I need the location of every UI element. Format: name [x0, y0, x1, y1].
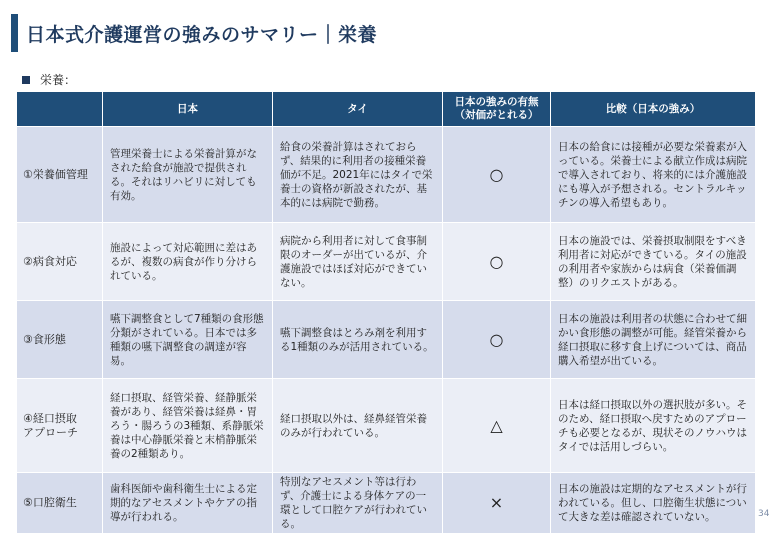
strength-mark: ×	[443, 473, 551, 534]
row-japan-cell: 経口摂取、経管栄養、経静脈栄養があり、経管栄養は経鼻・胃ろう・腸ろうの3種類、系静脈栄養は中心静脈栄養と末梢静脈栄養の2種類あり。	[103, 379, 273, 473]
column-header-comparison: 比較（日本の強み）	[551, 92, 756, 127]
row-thailand-cell: 特別なアセスメント等は行わず、介護士による身体ケアの一環として口腔ケアが行われている。	[273, 473, 443, 534]
table-row	[17, 223, 756, 301]
row-comparison-cell: 日本の施設では、栄養摂取制限をすべき利用者に対応ができている。タイの施設の利用者や家族からは病食（栄養価調整）のリクエストがある。	[551, 223, 756, 301]
row-comparison-cell: 日本の施設は利用者の状態に合わせて細かい食形態の調整が可能。経管栄養から経口摂取に移す食上げについては、商品購入希望が出ている。	[551, 301, 756, 379]
row-category: ③食形態	[17, 301, 103, 379]
page-title: 日本式介護運営の強みのサマリー｜栄養	[26, 24, 378, 46]
table-row	[17, 473, 756, 534]
strength-mark: ○	[443, 301, 551, 379]
subheading-label: 栄養：	[40, 73, 77, 87]
table-header-row	[17, 92, 756, 127]
column-header-strength: 日本の強みの有無 （対価がとれる）	[443, 92, 551, 127]
column-header-thailand: タイ	[273, 92, 443, 127]
row-thailand-cell: 嚥下調整食はとろみ剤を利用する1種類のみが活用されている。	[273, 301, 443, 379]
column-header-category	[17, 92, 103, 127]
row-thailand-cell: 経口摂取以外は、経鼻経管栄養のみが行われている。	[273, 379, 443, 473]
strength-mark: ○	[443, 223, 551, 301]
page-number: 34	[758, 509, 770, 519]
row-category: ④経口摂取 アプローチ	[17, 379, 103, 473]
summary-table	[16, 91, 756, 534]
row-category: ②病食対応	[17, 223, 103, 301]
title-accent-bar	[11, 14, 18, 52]
row-thailand-cell: 病院から利用者に対して食事制限のオーダーが出ているが、介護施設ではほぼ対応ができていない。	[273, 223, 443, 301]
row-japan-cell: 管理栄養士による栄養計算がなされた給食が施設で提供される。それはリハビリに対しても有効。	[103, 127, 273, 223]
row-comparison-cell: 日本の施設は定期的なアセスメントが行われている。但し、口腔衛生状態について大きな差は確認されていない。	[551, 473, 756, 534]
row-japan-cell: 歯科医師や歯科衛生士による定期的なアセスメントやケアの指導が行われる。	[103, 473, 273, 534]
table-row	[17, 301, 756, 379]
column-header-japan: 日本	[103, 92, 273, 127]
row-comparison-cell: 日本は経口摂取以外の選択肢が多い。そのため、経口摂取へ戻すためのアプローチも必要となるが、現状そのノウハウはタイでは活用しづらい。	[551, 379, 756, 473]
section-subheading	[22, 71, 76, 88]
row-comparison-cell: 日本の給食には接種が必要な栄養素が入っている。栄養士による献立作成は病院で導入されており、将来的には介護施設にも導入が予想される。セントラルキッチンの導入希望もあり。	[551, 127, 756, 223]
row-category: ⑤口腔衛生	[17, 473, 103, 534]
strength-mark: △	[443, 379, 551, 473]
row-category: ①栄養価管理	[17, 127, 103, 223]
square-bullet-icon	[22, 76, 30, 84]
row-japan-cell: 施設によって対応範囲に差はあるが、複数の病食が作り分けられている。	[103, 223, 273, 301]
strength-mark: ○	[443, 127, 551, 223]
row-thailand-cell: 給食の栄養計算はされておらず、結果的に利用者の接種栄養価が不足。2021年にはタイで栄養士の資格が新設されたが、基本的には病院で勤務。	[273, 127, 443, 223]
table-row	[17, 127, 756, 223]
row-japan-cell: 嚥下調整食として7種類の食形態分類がされている。日本では多種類の嚥下調整食の調達が容易。	[103, 301, 273, 379]
table-row	[17, 379, 756, 473]
